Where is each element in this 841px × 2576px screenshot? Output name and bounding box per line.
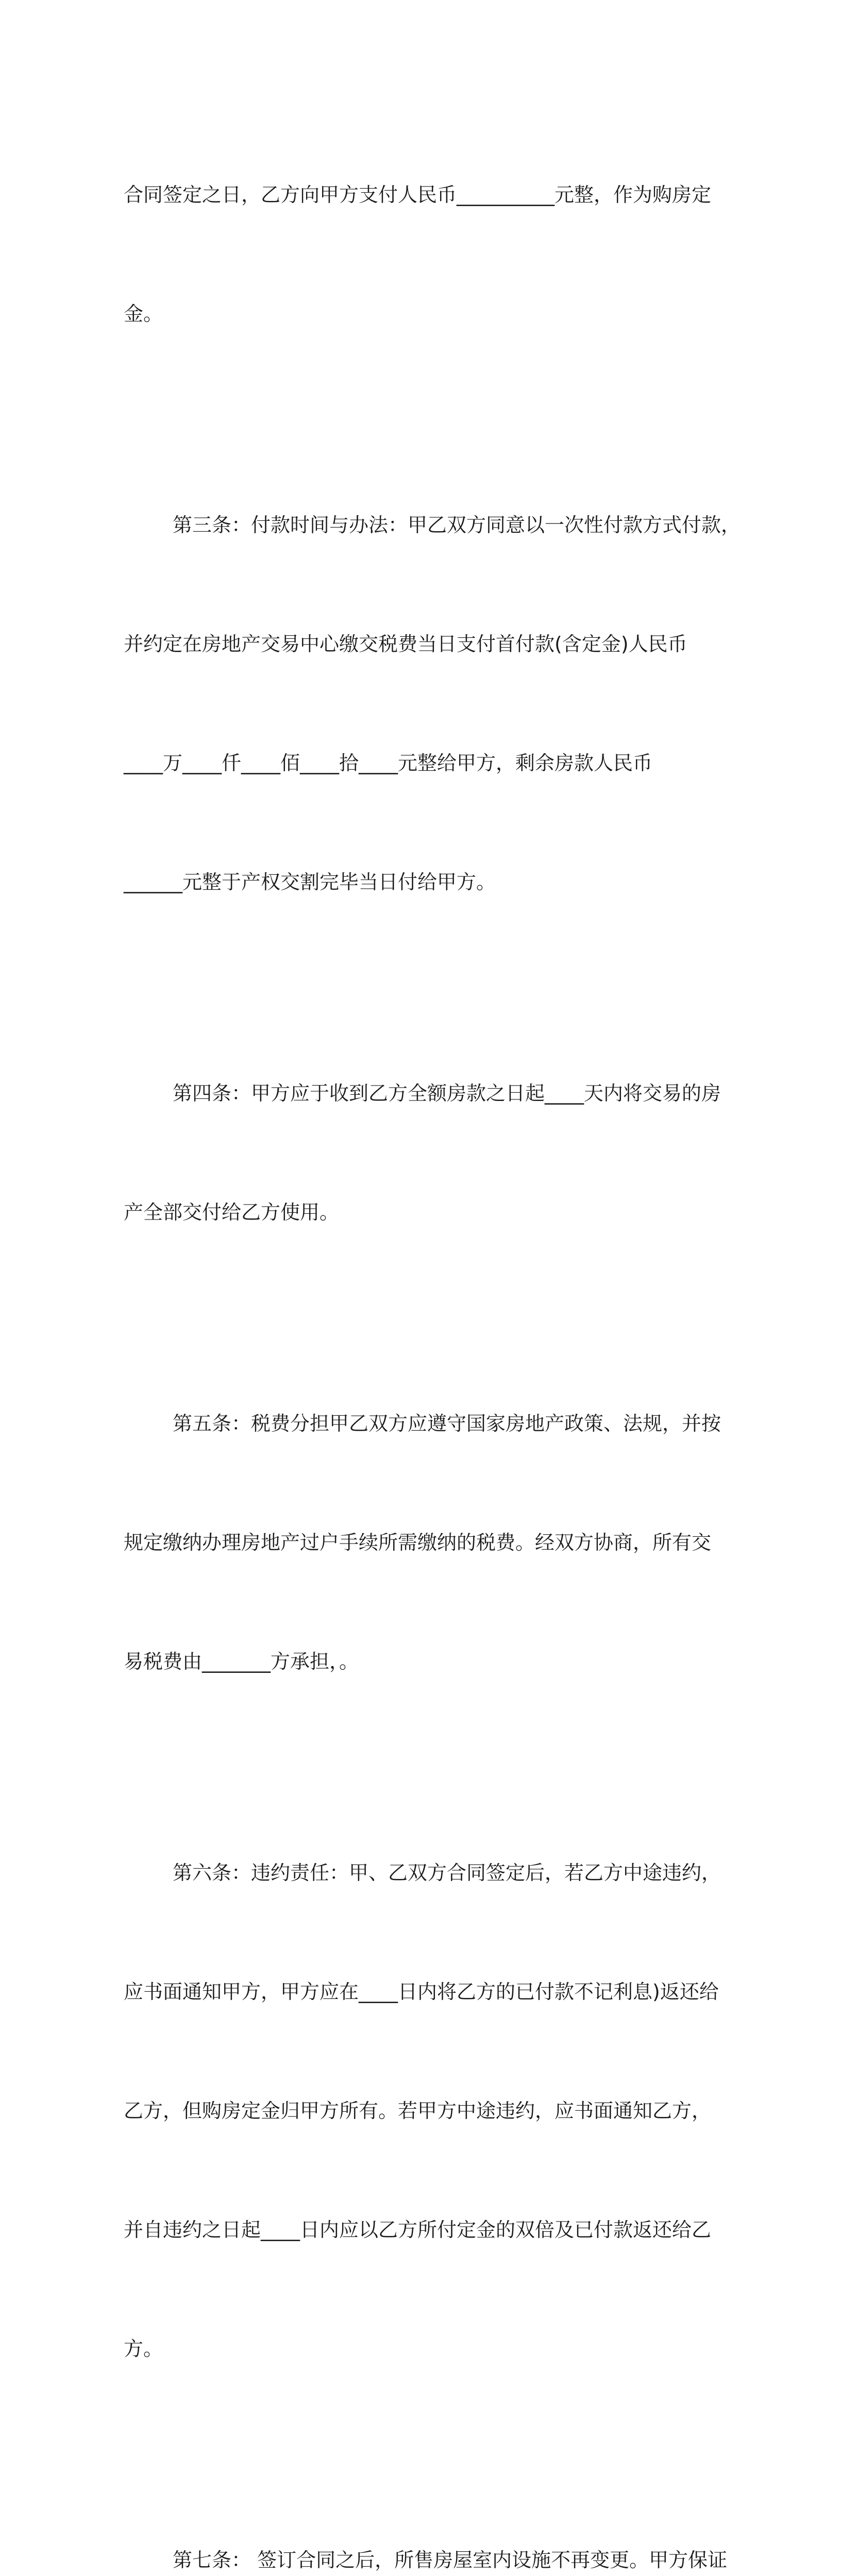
text-line: 金。 — [124, 302, 163, 325]
paragraph-article-3 — [124, 426, 741, 981]
paragraph-article-5 — [124, 1325, 727, 1761]
paragraph-deposit — [124, 96, 727, 413]
contract-body — [124, 96, 741, 2576]
text-line: 第七条： 签订合同之后，所售房屋室内设施不再变更。甲方保证 — [173, 2549, 728, 2571]
text-line: ____万____仟____佰____拾____元整给甲方，剩余房款人民币 — [124, 752, 653, 774]
text-line: 第四条：甲方应于收到乙方全额房款之日起____天内将交易的房 — [173, 1082, 721, 1105]
text-line: ______元整于产权交割完毕当日付给甲方。 — [124, 871, 496, 893]
paragraph-article-7 — [124, 2461, 727, 2576]
text-line: 第五条：税费分担甲乙双方应遵守国家房地产政策、法规，并按 — [173, 1412, 721, 1435]
text-line: 乙方，但购房定金归甲方所有。若甲方中途违约，应书面通知乙方， — [124, 2099, 712, 2122]
text-line: 产全部交付给乙方使用。 — [124, 1201, 340, 1224]
text-line: 规定缴纳办理房地产过户手续所需缴纳的税费。经双方协商，所有交 — [124, 1531, 712, 1554]
text-line: 并自违约之日起____日内应以乙方所付定金的双倍及已付款返还给乙 — [124, 2218, 712, 2241]
text-line: 并约定在房地产交易中心缴交税费当日支付首付款(含定金)人民币 — [124, 633, 687, 655]
text-line: 合同签定之日，乙方向甲方支付人民币__________元整，作为购房定 — [124, 183, 712, 206]
text-line: 第六条：违约责任：甲、乙双方合同签定后，若乙方中途违约， — [173, 1861, 721, 1884]
text-line: 应书面通知甲方，甲方应在____日内将乙方的已付款不记利息)返还给 — [124, 1980, 719, 2003]
text-line: 第三条：付款时间与办法：甲乙双方同意以一次性付款方式付款， — [173, 514, 741, 536]
text-line: 方。 — [124, 2337, 163, 2360]
text-line: 易税费由_______方承担，。 — [124, 1650, 359, 1673]
paragraph-article-6 — [124, 1774, 727, 2448]
paragraph-article-4 — [124, 994, 727, 1312]
